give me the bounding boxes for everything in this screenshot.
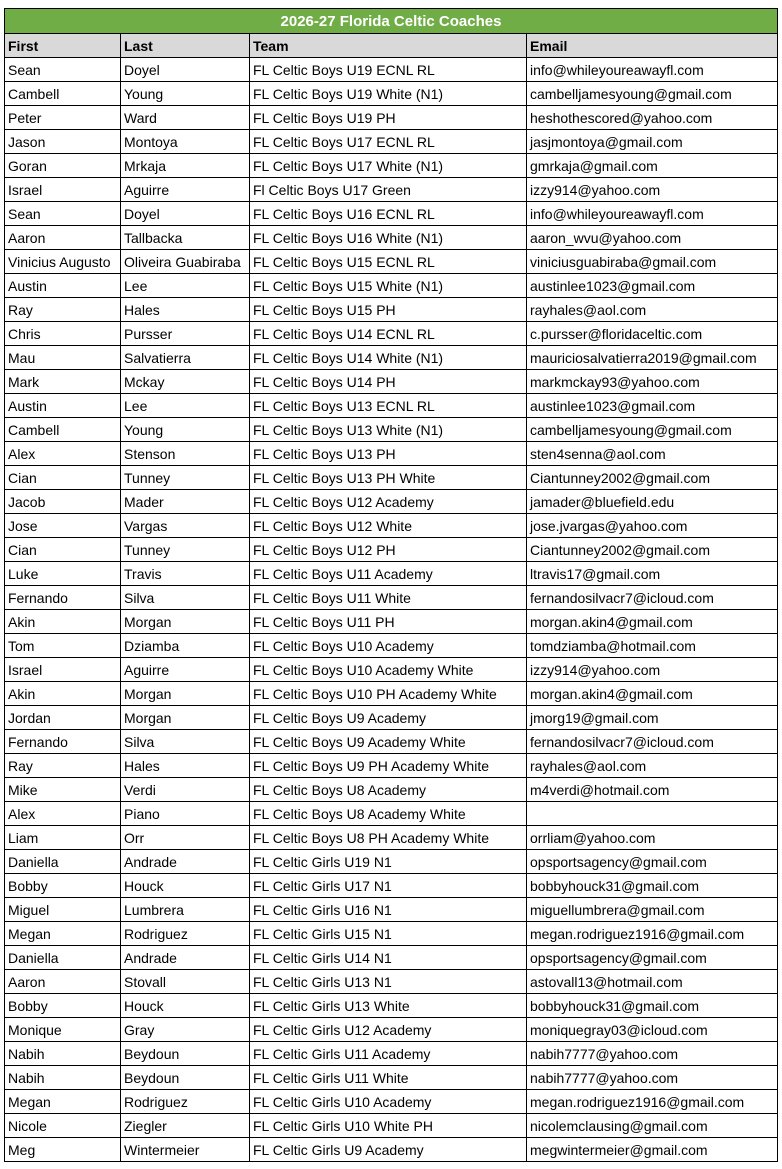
first-cell: Liam [5,826,121,850]
team-cell: FL Celtic Boys U9 PH Academy White [250,754,527,778]
email-cell [527,802,778,826]
email-cell: jose.jvargas@yahoo.com [527,514,778,538]
team-cell: FL Celtic Boys U15 White (N1) [250,274,527,298]
table-row [5,466,778,490]
first-cell: Ray [5,754,121,778]
email-cell: Ciantunney2002@gmail.com [527,466,778,490]
first-cell: Israel [5,178,121,202]
team-cell: FL Celtic Boys U12 White [250,514,527,538]
last-cell: Silva [121,730,250,754]
last-cell: Ward [121,106,250,130]
email-cell: nabih7777@yahoo.com [527,1066,778,1090]
email-cell: fernandosilvacr7@icloud.com [527,730,778,754]
team-cell: FL Celtic Boys U13 ECNL RL [250,394,527,418]
team-cell: FL Celtic Girls U9 Academy [250,1138,527,1162]
team-cell: FL Celtic Boys U13 White (N1) [250,418,527,442]
email-cell: rayhales@aol.com [527,754,778,778]
table-row [5,586,778,610]
table-row [5,922,778,946]
team-cell: FL Celtic Boys U11 White [250,586,527,610]
team-cell: FL Celtic Girls U10 White PH [250,1114,527,1138]
first-cell: Jacob [5,490,121,514]
team-cell: FL Celtic Boys U10 Academy [250,634,527,658]
table-row [5,850,778,874]
team-cell: FL Celtic Boys U19 ECNL RL [250,58,527,82]
table-row [5,394,778,418]
last-cell: Stovall [121,970,250,994]
first-cell: Cambell [5,82,121,106]
team-cell: FL Celtic Boys U9 Academy White [250,730,527,754]
last-cell: Gray [121,1018,250,1042]
email-cell: ltravis17@gmail.com [527,562,778,586]
first-cell: Alex [5,802,121,826]
last-cell: Rodriguez [121,1090,250,1114]
last-cell: Beydoun [121,1066,250,1090]
header-last: Last [121,34,250,58]
first-cell: Jose [5,514,121,538]
team-cell: FL Celtic Boys U15 ECNL RL [250,250,527,274]
team-cell: FL Celtic Boys U17 White (N1) [250,154,527,178]
last-cell: Verdi [121,778,250,802]
table-row [5,874,778,898]
team-cell: FL Celtic Boys U19 PH [250,106,527,130]
first-cell: Bobby [5,874,121,898]
first-cell: Bobby [5,994,121,1018]
email-cell: orrliam@yahoo.com [527,826,778,850]
email-cell: sten4senna@aol.com [527,442,778,466]
first-cell: Sean [5,202,121,226]
last-cell: Mckay [121,370,250,394]
table-row [5,730,778,754]
first-cell: Austin [5,274,121,298]
email-cell: bobbyhouck31@gmail.com [527,874,778,898]
team-cell: Fl Celtic Boys U17 Green [250,178,527,202]
header-first: First [5,34,121,58]
last-cell: Pursser [121,322,250,346]
last-cell: Tunney [121,538,250,562]
team-cell: FL Celtic Boys U11 Academy [250,562,527,586]
team-cell: FL Celtic Boys U8 Academy White [250,802,527,826]
team-cell: FL Celtic Boys U14 PH [250,370,527,394]
first-cell: Miguel [5,898,121,922]
email-cell: mauriciosalvatierra2019@gmail.com [527,346,778,370]
last-cell: Morgan [121,682,250,706]
email-cell: c.pursser@floridaceltic.com [527,322,778,346]
first-cell: Daniella [5,946,121,970]
first-cell: Jason [5,130,121,154]
coaches-table [4,8,778,1162]
first-cell: Nicole [5,1114,121,1138]
first-cell: Vinicius Augusto [5,250,121,274]
email-cell: gmrkaja@gmail.com [527,154,778,178]
first-cell: Luke [5,562,121,586]
last-cell: Houck [121,994,250,1018]
email-cell: opsportsagency@gmail.com [527,850,778,874]
table-row [5,970,778,994]
email-cell: jasjmontoya@gmail.com [527,130,778,154]
team-cell: FL Celtic Boys U13 PH [250,442,527,466]
email-cell: jamader@bluefield.edu [527,490,778,514]
table-row [5,154,778,178]
first-cell: Mau [5,346,121,370]
email-cell: morgan.akin4@gmail.com [527,610,778,634]
team-cell: FL Celtic Boys U19 White (N1) [250,82,527,106]
last-cell: Lee [121,274,250,298]
first-cell: Cian [5,466,121,490]
table-row [5,442,778,466]
email-cell: megwintermeier@gmail.com [527,1138,778,1162]
last-cell: Stenson [121,442,250,466]
table-row [5,658,778,682]
first-cell: Aaron [5,226,121,250]
table-row [5,802,778,826]
first-cell: Tom [5,634,121,658]
table-row [5,1138,778,1162]
header-team: Team [250,34,527,58]
team-cell: FL Celtic Girls U11 White [250,1066,527,1090]
last-cell: Hales [121,754,250,778]
table-row [5,778,778,802]
last-cell: Montoya [121,130,250,154]
table-row [5,274,778,298]
email-cell: nicolemclausing@gmail.com [527,1114,778,1138]
team-cell: FL Celtic Girls U11 Academy [250,1042,527,1066]
team-cell: FL Celtic Girls U16 N1 [250,898,527,922]
header-email: Email [527,34,778,58]
table-row [5,82,778,106]
email-cell: austinlee1023@gmail.com [527,274,778,298]
last-cell: Vargas [121,514,250,538]
table-row [5,1090,778,1114]
email-cell: tomdziamba@hotmail.com [527,634,778,658]
table-row [5,130,778,154]
email-cell: astovall13@hotmail.com [527,970,778,994]
team-cell: FL Celtic Boys U13 PH White [250,466,527,490]
table-row [5,106,778,130]
last-cell: Tunney [121,466,250,490]
team-cell: FL Celtic Girls U14 N1 [250,946,527,970]
email-cell: izzy914@yahoo.com [527,658,778,682]
last-cell: Andrade [121,946,250,970]
first-cell: Megan [5,922,121,946]
coaches-sheet [4,8,777,1162]
table-row [5,418,778,442]
table-row [5,490,778,514]
last-cell: Travis [121,562,250,586]
first-cell: Megan [5,1090,121,1114]
first-cell: Cian [5,538,121,562]
last-cell: Hales [121,298,250,322]
team-cell: FL Celtic Boys U16 ECNL RL [250,202,527,226]
email-cell: morgan.akin4@gmail.com [527,682,778,706]
first-cell: Fernando [5,586,121,610]
team-cell: FL Celtic Boys U11 PH [250,610,527,634]
first-cell: Nabih [5,1066,121,1090]
email-cell: aaron_wvu@yahoo.com [527,226,778,250]
first-cell: Akin [5,610,121,634]
table-row [5,946,778,970]
email-cell: megan.rodriguez1916@gmail.com [527,1090,778,1114]
table-row [5,994,778,1018]
last-cell: Young [121,418,250,442]
first-cell: Monique [5,1018,121,1042]
last-cell: Andrade [121,850,250,874]
email-cell: info@whileyoureawayfl.com [527,202,778,226]
last-cell: Lumbrera [121,898,250,922]
first-cell: Mike [5,778,121,802]
table-row [5,514,778,538]
email-cell: moniquegray03@icloud.com [527,1018,778,1042]
table-row [5,370,778,394]
first-cell: Nabih [5,1042,121,1066]
team-cell: FL Celtic Girls U17 N1 [250,874,527,898]
table-row [5,178,778,202]
table-row [5,250,778,274]
last-cell: Aguirre [121,658,250,682]
last-cell: Salvatierra [121,346,250,370]
table-row [5,538,778,562]
table-row [5,634,778,658]
first-cell: Jordan [5,706,121,730]
email-cell: austinlee1023@gmail.com [527,394,778,418]
table-row [5,1042,778,1066]
team-cell: FL Celtic Boys U17 ECNL RL [250,130,527,154]
email-cell: markmckay93@yahoo.com [527,370,778,394]
table-row [5,826,778,850]
email-cell: rayhales@aol.com [527,298,778,322]
table-row [5,1114,778,1138]
email-cell: Ciantunney2002@gmail.com [527,538,778,562]
last-cell: Silva [121,586,250,610]
team-cell: FL Celtic Boys U16 White (N1) [250,226,527,250]
last-cell: Mrkaja [121,154,250,178]
first-cell: Chris [5,322,121,346]
table-row [5,1066,778,1090]
team-cell: FL Celtic Boys U14 ECNL RL [250,322,527,346]
last-cell: Rodriguez [121,922,250,946]
team-cell: FL Celtic Boys U10 PH Academy White [250,682,527,706]
first-cell: Austin [5,394,121,418]
email-cell: izzy914@yahoo.com [527,178,778,202]
table-row [5,706,778,730]
table-row [5,898,778,922]
table-row [5,202,778,226]
team-cell: FL Celtic Girls U15 N1 [250,922,527,946]
team-cell: FL Celtic Girls U19 N1 [250,850,527,874]
first-cell: Alex [5,442,121,466]
table-row [5,298,778,322]
email-cell: opsportsagency@gmail.com [527,946,778,970]
sheet-title: 2026-27 Florida Celtic Coaches [5,9,778,34]
last-cell: Doyel [121,58,250,82]
team-cell: FL Celtic Boys U15 PH [250,298,527,322]
email-cell: cambelljamesyoung@gmail.com [527,418,778,442]
table-row [5,754,778,778]
first-cell: Goran [5,154,121,178]
last-cell: Oliveira Guabiraba [121,250,250,274]
table-row [5,322,778,346]
email-cell: viniciusguabiraba@gmail.com [527,250,778,274]
last-cell: Dziamba [121,634,250,658]
team-cell: FL Celtic Girls U10 Academy [250,1090,527,1114]
first-cell: Daniella [5,850,121,874]
table-row [5,682,778,706]
last-cell: Lee [121,394,250,418]
email-cell: jmorg19@gmail.com [527,706,778,730]
first-cell: Cambell [5,418,121,442]
email-cell: info@whileyoureawayfl.com [527,58,778,82]
email-cell: cambelljamesyoung@gmail.com [527,82,778,106]
team-cell: FL Celtic Boys U14 White (N1) [250,346,527,370]
last-cell: Houck [121,874,250,898]
email-cell: bobbyhouck31@gmail.com [527,994,778,1018]
email-cell: megan.rodriguez1916@gmail.com [527,922,778,946]
team-cell: FL Celtic Girls U13 N1 [250,970,527,994]
table-row [5,610,778,634]
table-row [5,58,778,82]
email-cell: nabih7777@yahoo.com [527,1042,778,1066]
team-cell: FL Celtic Girls U12 Academy [250,1018,527,1042]
team-cell: FL Celtic Boys U9 Academy [250,706,527,730]
first-cell: Ray [5,298,121,322]
team-cell: FL Celtic Boys U10 Academy White [250,658,527,682]
last-cell: Ziegler [121,1114,250,1138]
header-row [5,34,778,58]
table-row [5,1018,778,1042]
last-cell: Beydoun [121,1042,250,1066]
last-cell: Orr [121,826,250,850]
email-cell: m4verdi@hotmail.com [527,778,778,802]
first-cell: Mark [5,370,121,394]
last-cell: Wintermeier [121,1138,250,1162]
first-cell: Sean [5,58,121,82]
first-cell: Aaron [5,970,121,994]
last-cell: Morgan [121,706,250,730]
email-cell: heshothescored@yahoo.com [527,106,778,130]
team-cell: FL Celtic Boys U8 Academy [250,778,527,802]
team-cell: FL Celtic Boys U12 Academy [250,490,527,514]
first-cell: Akin [5,682,121,706]
last-cell: Tallbacka [121,226,250,250]
last-cell: Young [121,82,250,106]
table-row [5,562,778,586]
email-cell: miguellumbrera@gmail.com [527,898,778,922]
title-row [5,9,778,34]
table-body [5,58,778,1162]
team-cell: FL Celtic Boys U12 PH [250,538,527,562]
team-cell: FL Celtic Boys U8 PH Academy White [250,826,527,850]
team-cell: FL Celtic Girls U13 White [250,994,527,1018]
last-cell: Doyel [121,202,250,226]
table-row [5,226,778,250]
table-row [5,346,778,370]
first-cell: Peter [5,106,121,130]
first-cell: Fernando [5,730,121,754]
last-cell: Piano [121,802,250,826]
last-cell: Morgan [121,610,250,634]
last-cell: Aguirre [121,178,250,202]
first-cell: Israel [5,658,121,682]
last-cell: Mader [121,490,250,514]
email-cell: fernandosilvacr7@icloud.com [527,586,778,610]
first-cell: Meg [5,1138,121,1162]
